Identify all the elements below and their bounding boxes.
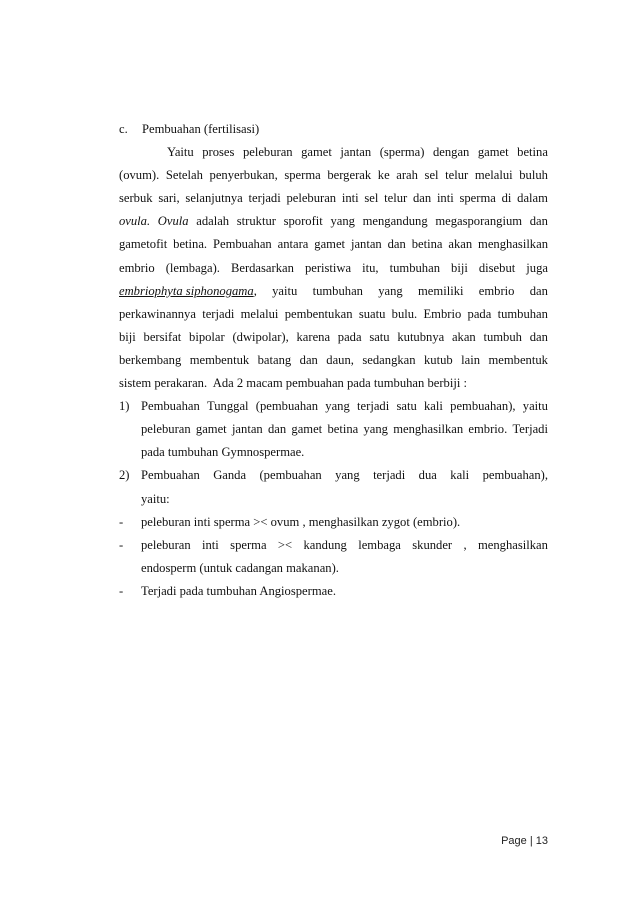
word: Setelah bbox=[165, 168, 203, 183]
word: memiliki bbox=[418, 283, 464, 298]
word: betina bbox=[517, 145, 548, 160]
word: sedangkan bbox=[362, 352, 416, 367]
word: serbuk bbox=[119, 191, 153, 206]
list-item-text bbox=[141, 395, 548, 464]
word: Yaitu bbox=[167, 145, 194, 160]
word: gamet bbox=[301, 145, 332, 160]
word: sperma bbox=[284, 168, 321, 183]
word: Ganda bbox=[213, 468, 247, 483]
word: membentuk bbox=[488, 352, 548, 367]
word: yang bbox=[378, 283, 403, 298]
word: perkawinannya bbox=[119, 306, 196, 321]
word: arah bbox=[396, 168, 418, 183]
word: pembuahan), bbox=[482, 468, 548, 483]
word: dengan bbox=[432, 145, 470, 160]
word: bulu. bbox=[391, 306, 418, 321]
word: telur bbox=[384, 191, 408, 206]
word: terjadi bbox=[357, 399, 390, 414]
bullet-text bbox=[141, 534, 548, 580]
paragraph-line bbox=[119, 164, 548, 187]
word: melalui bbox=[240, 306, 279, 321]
word: gamet bbox=[195, 422, 227, 437]
bullet-item bbox=[119, 511, 548, 534]
word: pada bbox=[337, 329, 362, 344]
word: (pembuahan bbox=[255, 399, 319, 414]
bullet-dash: - bbox=[119, 583, 124, 598]
bullet-text bbox=[141, 511, 548, 534]
word: betina bbox=[327, 422, 359, 437]
word: yaitu bbox=[522, 399, 548, 414]
word: satu bbox=[396, 399, 417, 414]
word: pada bbox=[467, 306, 492, 321]
word: mengandung bbox=[362, 214, 428, 229]
paragraph-line bbox=[119, 141, 548, 164]
word: >< bbox=[277, 537, 293, 552]
word: ke bbox=[377, 168, 390, 183]
word: dua bbox=[418, 468, 437, 483]
list-line bbox=[141, 534, 548, 557]
paragraph-line: sistem perakaran. Ada 2 macam pembuahan pada tumbuhan berbiji : bbox=[119, 376, 467, 391]
word: (ovum). bbox=[119, 168, 160, 183]
list-number: 1) bbox=[119, 399, 130, 414]
bullet-item bbox=[119, 580, 548, 603]
word: terjadi bbox=[248, 191, 281, 206]
word: sel bbox=[364, 191, 379, 206]
word: peleburan bbox=[286, 191, 337, 206]
word: gametofit bbox=[119, 237, 168, 252]
word: inti bbox=[341, 191, 359, 206]
paragraph-line bbox=[119, 349, 548, 372]
word: dan bbox=[529, 283, 548, 298]
word: (dwipolar), bbox=[232, 329, 289, 344]
word: sperma bbox=[230, 537, 267, 552]
word: Berdasarkan bbox=[230, 260, 294, 275]
word: dan bbox=[529, 329, 548, 344]
word: dan bbox=[529, 214, 548, 229]
word: peristiwa bbox=[304, 260, 352, 275]
word: biji bbox=[451, 260, 468, 275]
word: Pembuahan bbox=[141, 468, 200, 483]
word: disebut bbox=[478, 260, 516, 275]
paragraph-line bbox=[119, 257, 548, 280]
word: yang bbox=[325, 399, 350, 414]
list-item bbox=[119, 395, 548, 464]
paragraph-line bbox=[119, 233, 548, 256]
word: struktur bbox=[236, 214, 276, 229]
word: (sperma) bbox=[379, 145, 425, 160]
word: Terjadi bbox=[512, 422, 548, 437]
word: tumbuhan bbox=[497, 306, 548, 321]
word: Embrio bbox=[423, 306, 462, 321]
word: jantan bbox=[350, 237, 382, 252]
word: sari, bbox=[158, 191, 180, 206]
paragraph-line bbox=[119, 326, 548, 349]
word: yang bbox=[330, 214, 355, 229]
word: bipolar bbox=[189, 329, 225, 344]
word: dan bbox=[299, 352, 318, 367]
word: suatu bbox=[358, 306, 386, 321]
word: jantan bbox=[231, 422, 263, 437]
list-line: peleburan inti sperma >< ovum , menghasilkan zygot (embrio). bbox=[141, 514, 461, 529]
word: dalam bbox=[517, 191, 548, 206]
word: lain bbox=[461, 352, 481, 367]
word: peleburan bbox=[242, 145, 293, 160]
list-line bbox=[141, 418, 548, 441]
word: biji bbox=[119, 329, 136, 344]
list-item-text bbox=[141, 464, 548, 510]
word: batang bbox=[257, 352, 292, 367]
word: terjadi bbox=[202, 306, 235, 321]
word: Pembuahan bbox=[212, 237, 272, 252]
bullet-text bbox=[141, 580, 548, 603]
italic-term: Ovula bbox=[157, 214, 189, 229]
list-number: 2) bbox=[119, 468, 130, 483]
word: terjadi bbox=[373, 468, 406, 483]
list-line: yaitu: bbox=[141, 491, 170, 506]
word: inti bbox=[202, 537, 219, 552]
word: selanjutnya bbox=[185, 191, 243, 206]
word: (pembuahan bbox=[259, 468, 322, 483]
word: sporofit bbox=[283, 214, 323, 229]
word: membentuk bbox=[189, 352, 250, 367]
word: pembuahan), bbox=[450, 399, 516, 414]
paragraph-line bbox=[119, 280, 548, 303]
word: peleburan bbox=[141, 537, 191, 552]
word: bergerak bbox=[327, 168, 372, 183]
word: menghasilkan bbox=[478, 237, 548, 252]
word: jantan bbox=[340, 145, 372, 160]
word: di bbox=[501, 191, 512, 206]
section-title: Pembuahan (fertilisasi) bbox=[142, 122, 260, 136]
paragraph-line bbox=[119, 210, 548, 233]
word: satu bbox=[369, 329, 390, 344]
word: Pembuahan bbox=[141, 399, 200, 414]
page-number: Page | 13 bbox=[501, 835, 548, 847]
word: adalah bbox=[196, 214, 230, 229]
list-line bbox=[141, 395, 548, 418]
word: daun, bbox=[326, 352, 354, 367]
word: karena bbox=[296, 329, 331, 344]
word: menghasilkan bbox=[478, 537, 548, 552]
document-body bbox=[119, 118, 548, 603]
italic-term: ovula. bbox=[119, 214, 151, 229]
bullet-dash: - bbox=[119, 537, 124, 552]
word: inti bbox=[436, 191, 454, 206]
word: gamet bbox=[314, 237, 346, 252]
word: peleburan bbox=[141, 422, 191, 437]
word: yang bbox=[335, 468, 360, 483]
word: berkembang bbox=[119, 352, 182, 367]
word: embrio bbox=[478, 283, 515, 298]
word: sperma bbox=[459, 191, 496, 206]
paragraph-line bbox=[119, 303, 548, 326]
word: pembentukan bbox=[284, 306, 353, 321]
scientific-term: embriophyta siphonogama, bbox=[119, 280, 257, 303]
word: penyerbukan, bbox=[209, 168, 278, 183]
list-line bbox=[141, 464, 548, 487]
word: juga bbox=[526, 260, 548, 275]
word: tumbuh bbox=[483, 329, 522, 344]
word: dan bbox=[387, 237, 406, 252]
word: antara bbox=[277, 237, 309, 252]
word: embrio bbox=[119, 260, 155, 275]
word: itu, bbox=[362, 260, 379, 275]
word: , bbox=[463, 537, 467, 552]
word: kali bbox=[424, 399, 443, 414]
word: skunder bbox=[412, 537, 453, 552]
word: tumbuhan bbox=[312, 283, 363, 298]
word: akan bbox=[451, 329, 476, 344]
word: buluh bbox=[519, 168, 548, 183]
list-line: endosperm (untuk cadangan makanan). bbox=[141, 560, 339, 575]
word: kutubnya bbox=[397, 329, 445, 344]
word: sel bbox=[424, 168, 439, 183]
bullet-dash: - bbox=[119, 514, 124, 529]
word: embrio. bbox=[468, 422, 508, 437]
word: kandung bbox=[303, 537, 347, 552]
word: yaitu bbox=[272, 283, 298, 298]
word: megasporangium bbox=[435, 214, 523, 229]
word: dan bbox=[413, 191, 432, 206]
word: gamet bbox=[477, 145, 509, 160]
word: betina. bbox=[173, 237, 208, 252]
list-line: pada tumbuhan Gymnospermae. bbox=[141, 445, 305, 460]
word: akan bbox=[448, 237, 473, 252]
word: proses bbox=[202, 145, 235, 160]
word: betina bbox=[411, 237, 443, 252]
word: lembaga bbox=[358, 537, 401, 552]
word: dan bbox=[267, 422, 287, 437]
word: tumbuhan bbox=[389, 260, 440, 275]
underlined-term: embriophyta siphonogama bbox=[119, 283, 254, 298]
word: Tunggal bbox=[207, 399, 249, 414]
word: telur bbox=[445, 168, 469, 183]
section-heading bbox=[119, 118, 548, 141]
list-item bbox=[119, 464, 548, 510]
paragraph-line bbox=[119, 187, 548, 210]
word: (lembaga). bbox=[165, 260, 220, 275]
bullet-item bbox=[119, 534, 548, 580]
word: melalui bbox=[474, 168, 513, 183]
list-line: Terjadi pada tumbuhan Angiospermae. bbox=[141, 583, 336, 598]
word: kutub bbox=[424, 352, 453, 367]
section-marker: c. bbox=[119, 122, 128, 136]
word: bersifat bbox=[143, 329, 182, 344]
word: yang bbox=[363, 422, 388, 437]
word: kali bbox=[450, 468, 470, 483]
word: gamet bbox=[291, 422, 323, 437]
word: menghasilkan bbox=[393, 422, 464, 437]
